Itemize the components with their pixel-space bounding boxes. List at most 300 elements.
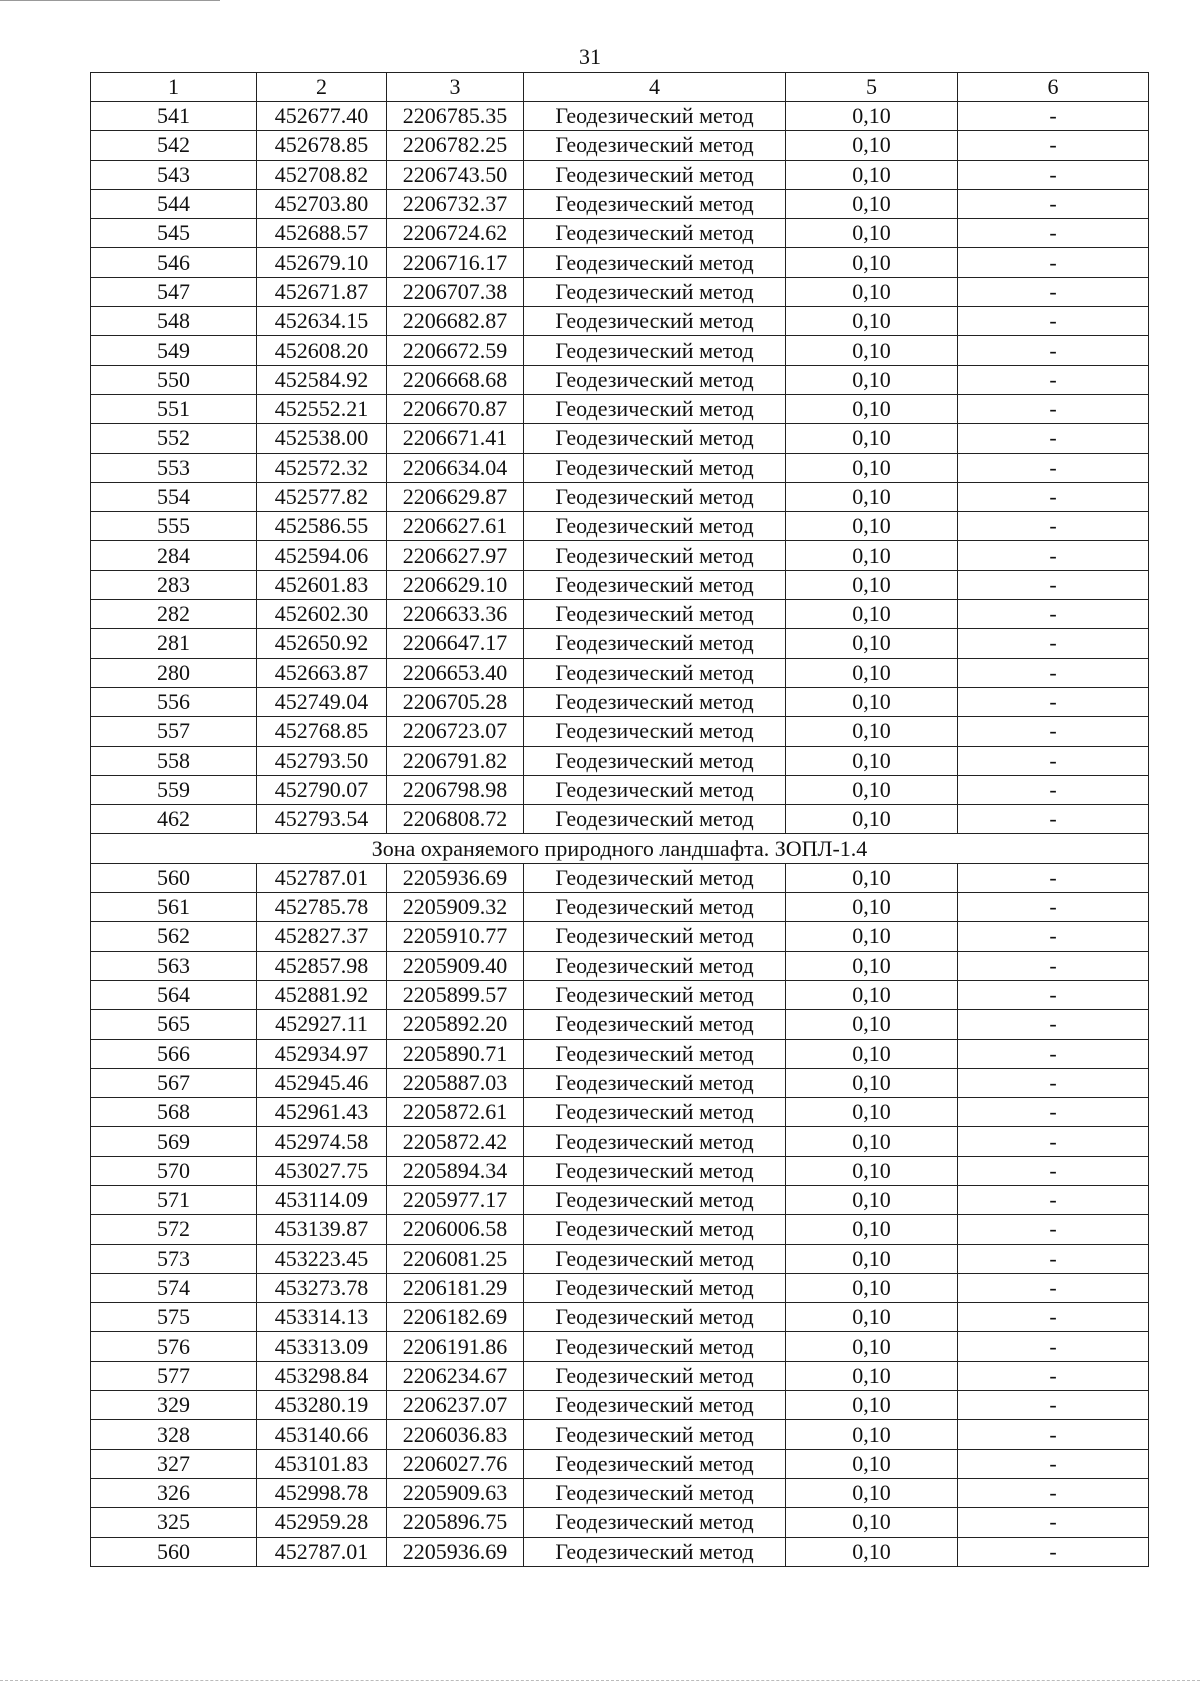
table-cell-col-2: 452708.82 — [257, 160, 387, 189]
table-cell-col-3: 2206027.76 — [387, 1449, 524, 1478]
table-cell-col-2: 452827.37 — [257, 922, 387, 951]
table-cell-col-2: 452703.80 — [257, 189, 387, 218]
table-cell-col-3: 2205872.61 — [387, 1098, 524, 1127]
table-cell-col-3: 2205936.69 — [387, 863, 524, 892]
table-cell-col-5: 0,10 — [786, 1068, 958, 1097]
table-cell-col-5: 0,10 — [786, 1449, 958, 1478]
table-cell-col-2: 452677.40 — [257, 102, 387, 131]
table-cell-col-4: Геодезический метод — [524, 189, 786, 218]
table-row — [91, 1068, 1149, 1097]
table-cell-col-5: 0,10 — [786, 160, 958, 189]
table-cell-col-4: Геодезический метод — [524, 1156, 786, 1185]
table-cell-col-2: 453280.19 — [257, 1391, 387, 1420]
table-cell-col-3: 2206682.87 — [387, 307, 524, 336]
table-cell-col-4: Геодезический метод — [524, 863, 786, 892]
table-header-row — [91, 73, 1149, 102]
table-cell-col-2: 452663.87 — [257, 658, 387, 687]
table-cell-col-1: 560 — [91, 863, 257, 892]
table-row — [91, 687, 1149, 716]
table-cell-col-4: Геодезический метод — [524, 805, 786, 834]
table-row — [91, 1391, 1149, 1420]
table-cell-col-3: 2205896.75 — [387, 1508, 524, 1537]
table-cell-col-2: 453139.87 — [257, 1215, 387, 1244]
table-cell-col-3: 3 — [387, 73, 524, 102]
table-cell-col-3: 2205892.20 — [387, 1010, 524, 1039]
table-cell-col-5: 0,10 — [786, 1303, 958, 1332]
table-cell-col-3: 2206181.29 — [387, 1273, 524, 1302]
table-cell-col-5: 0,10 — [786, 541, 958, 570]
table-cell-col-6: - — [958, 1098, 1149, 1127]
table-cell-col-2: 452650.92 — [257, 629, 387, 658]
table-cell-col-1: 541 — [91, 102, 257, 131]
table-cell-col-2: 452934.97 — [257, 1039, 387, 1068]
table-cell-col-1: 327 — [91, 1449, 257, 1478]
table-cell-col-4: Геодезический метод — [524, 1420, 786, 1449]
table-cell-col-6: - — [958, 1449, 1149, 1478]
table-cell-col-4: Геодезический метод — [524, 512, 786, 541]
table-cell-col-6: - — [958, 1244, 1149, 1273]
table-cell-col-1: 328 — [91, 1420, 257, 1449]
table-row — [91, 1244, 1149, 1273]
table-cell-col-6: - — [958, 893, 1149, 922]
table-cell-col-1: 546 — [91, 248, 257, 277]
table-cell-col-3: 2205977.17 — [387, 1185, 524, 1214]
table-cell-col-5: 0,10 — [786, 1537, 958, 1566]
table-cell-col-2: 453313.09 — [257, 1332, 387, 1361]
table-cell-col-3: 2206633.36 — [387, 600, 524, 629]
table-cell-col-3: 2206234.67 — [387, 1361, 524, 1390]
table-cell-col-1: 565 — [91, 1010, 257, 1039]
table-cell-col-1: 555 — [91, 512, 257, 541]
table-cell-col-1: 556 — [91, 687, 257, 716]
table-row — [91, 1039, 1149, 1068]
table-row — [91, 1332, 1149, 1361]
page-number: 31 — [579, 44, 601, 69]
table-cell-col-4: Геодезический метод — [524, 687, 786, 716]
table-row — [91, 102, 1149, 131]
table-row — [91, 1098, 1149, 1127]
table-cell-col-3: 2205890.71 — [387, 1039, 524, 1068]
table-cell-col-1: 562 — [91, 922, 257, 951]
table-cell-col-5: 0,10 — [786, 951, 958, 980]
table-cell-col-5: 0,10 — [786, 1478, 958, 1507]
table-cell-col-6: - — [958, 629, 1149, 658]
table-cell-col-3: 2206743.50 — [387, 160, 524, 189]
table-cell-col-6: - — [958, 1391, 1149, 1420]
table-cell-col-2: 452749.04 — [257, 687, 387, 716]
table-cell-col-1: 572 — [91, 1215, 257, 1244]
table-row — [91, 805, 1149, 834]
table-cell-col-1: 564 — [91, 980, 257, 1009]
table-cell-col-1: 550 — [91, 365, 257, 394]
table-cell-col-4: 4 — [524, 73, 786, 102]
table-cell-col-3: 2206081.25 — [387, 1244, 524, 1273]
table-cell-col-6: - — [958, 512, 1149, 541]
table-row — [91, 1303, 1149, 1332]
table-cell-col-1: 545 — [91, 219, 257, 248]
table-cell-col-6: - — [958, 131, 1149, 160]
table-cell-col-1: 281 — [91, 629, 257, 658]
table-cell-col-4: Геодезический метод — [524, 1244, 786, 1273]
table-cell-col-4: Геодезический метод — [524, 1449, 786, 1478]
table-cell-col-4: Геодезический метод — [524, 131, 786, 160]
table-cell-col-6: - — [958, 102, 1149, 131]
table-cell-col-4: Геодезический метод — [524, 658, 786, 687]
table-cell-col-3: 2205894.34 — [387, 1156, 524, 1185]
table-cell-col-3: 2206723.07 — [387, 717, 524, 746]
table-cell-col-4: Геодезический метод — [524, 893, 786, 922]
table-cell-col-1: 549 — [91, 336, 257, 365]
table-cell-col-1: 558 — [91, 746, 257, 775]
table-cell-col-5: 0,10 — [786, 600, 958, 629]
table-cell-col-4: Геодезический метод — [524, 1127, 786, 1156]
scan-bottom-edge-line — [0, 1680, 1200, 1681]
table-cell-col-2: 452572.32 — [257, 453, 387, 482]
table-cell-col-1: 462 — [91, 805, 257, 834]
table-cell-col-5: 0,10 — [786, 893, 958, 922]
table-cell-col-4: Геодезический метод — [524, 1537, 786, 1566]
table-cell-col-1: 561 — [91, 893, 257, 922]
table-cell-col-4: Геодезический метод — [524, 424, 786, 453]
table-cell-col-1: 571 — [91, 1185, 257, 1214]
table-row — [91, 394, 1149, 423]
table-cell-col-1: 573 — [91, 1244, 257, 1273]
table-cell-col-1: 567 — [91, 1068, 257, 1097]
table-cell-col-5: 0,10 — [786, 189, 958, 218]
table-row — [91, 1185, 1149, 1214]
table-cell-col-3: 2206716.17 — [387, 248, 524, 277]
table-cell-col-4: Геодезический метод — [524, 746, 786, 775]
table-cell-col-2: 452584.92 — [257, 365, 387, 394]
table-cell-col-6: - — [958, 980, 1149, 1009]
table-row — [91, 219, 1149, 248]
table-cell-col-3: 2206237.07 — [387, 1391, 524, 1420]
table-cell-col-2: 452634.15 — [257, 307, 387, 336]
table-row — [91, 189, 1149, 218]
table-cell-col-2: 452785.78 — [257, 893, 387, 922]
table-cell-col-6: - — [958, 1127, 1149, 1156]
table-cell-col-6: - — [958, 365, 1149, 394]
table-cell-col-6: - — [958, 541, 1149, 570]
table-cell-col-4: Геодезический метод — [524, 980, 786, 1009]
table-cell-col-3: 2206782.25 — [387, 131, 524, 160]
table-cell-col-1: 577 — [91, 1361, 257, 1390]
table-cell-col-6: - — [958, 658, 1149, 687]
table-cell-col-1: 554 — [91, 482, 257, 511]
table-cell-col-5: 0,10 — [786, 512, 958, 541]
table-cell-col-1: 574 — [91, 1273, 257, 1302]
table-cell-col-1: 570 — [91, 1156, 257, 1185]
table-cell-col-3: 2206629.87 — [387, 482, 524, 511]
table-cell-col-5: 0,10 — [786, 805, 958, 834]
table-cell-col-2: 2 — [257, 73, 387, 102]
table-cell-col-5: 0,10 — [786, 1127, 958, 1156]
table-cell-col-1: 566 — [91, 1039, 257, 1068]
table-cell-col-5: 0,10 — [786, 277, 958, 306]
table-cell-col-1: 548 — [91, 307, 257, 336]
table-cell-col-5: 0,10 — [786, 1244, 958, 1273]
table-cell-col-2: 452857.98 — [257, 951, 387, 980]
table-cell-col-3: 2206791.82 — [387, 746, 524, 775]
table-row — [91, 1361, 1149, 1390]
table-cell-col-3: 2206668.68 — [387, 365, 524, 394]
coordinates-table-body — [91, 73, 1149, 1567]
table-cell-col-4: Геодезический метод — [524, 219, 786, 248]
table-cell-col-5: 0,10 — [786, 307, 958, 336]
table-cell-col-5: 0,10 — [786, 687, 958, 716]
table-cell-col-4: Геодезический метод — [524, 102, 786, 131]
table-cell-col-2: 452577.82 — [257, 482, 387, 511]
table-cell-col-1: 1 — [91, 73, 257, 102]
table-row — [91, 570, 1149, 599]
scan-top-edge-line — [0, 0, 220, 1]
table-cell-col-4: Геодезический метод — [524, 1068, 786, 1097]
table-cell-col-1: 280 — [91, 658, 257, 687]
table-row — [91, 1420, 1149, 1449]
table-cell-col-5: 0,10 — [786, 746, 958, 775]
table-cell-col-1: 553 — [91, 453, 257, 482]
table-cell-col-6: - — [958, 219, 1149, 248]
table-cell-col-3: 2206724.62 — [387, 219, 524, 248]
table-cell-col-6: - — [958, 1215, 1149, 1244]
table-cell-col-6: - — [958, 1068, 1149, 1097]
table-cell-col-4: Геодезический метод — [524, 775, 786, 804]
table-cell-col-5: 0,10 — [786, 1508, 958, 1537]
table-cell-col-5: 0,10 — [786, 424, 958, 453]
table-cell-col-6: - — [958, 717, 1149, 746]
table-cell-col-3: 2206653.40 — [387, 658, 524, 687]
table-row — [91, 775, 1149, 804]
table-cell-col-4: Геодезический метод — [524, 922, 786, 951]
table-cell-col-4: Геодезический метод — [524, 1098, 786, 1127]
table-cell-col-5: 0,10 — [786, 394, 958, 423]
table-cell-col-2: 452688.57 — [257, 219, 387, 248]
table-cell-col-6: - — [958, 394, 1149, 423]
table-cell-col-2: 452961.43 — [257, 1098, 387, 1127]
table-cell-col-6: - — [958, 805, 1149, 834]
table-cell-col-6: - — [958, 307, 1149, 336]
table-cell-col-6: - — [958, 600, 1149, 629]
table-cell-col-5: 0,10 — [786, 863, 958, 892]
table-cell-col-1: 576 — [91, 1332, 257, 1361]
table-row — [91, 863, 1149, 892]
table-cell-col-5: 0,10 — [786, 717, 958, 746]
table-cell-col-3: 2206629.10 — [387, 570, 524, 599]
table-cell-col-6: - — [958, 160, 1149, 189]
table-cell-col-3: 2206627.61 — [387, 512, 524, 541]
table-cell-col-1: 542 — [91, 131, 257, 160]
table-cell-col-2: 452787.01 — [257, 863, 387, 892]
table-cell-col-3: 2206627.97 — [387, 541, 524, 570]
table-row — [91, 1449, 1149, 1478]
table-cell-col-6: - — [958, 570, 1149, 599]
table-cell-col-2: 453223.45 — [257, 1244, 387, 1273]
table-cell-col-3: 2206036.83 — [387, 1420, 524, 1449]
table-row — [91, 277, 1149, 306]
table-cell-col-2: 452594.06 — [257, 541, 387, 570]
table-cell-col-1: 560 — [91, 1537, 257, 1566]
table-cell-col-1: 329 — [91, 1391, 257, 1420]
table-cell-col-3: 2205872.42 — [387, 1127, 524, 1156]
table-cell-col-2: 452538.00 — [257, 424, 387, 453]
table-cell-col-2: 452881.92 — [257, 980, 387, 1009]
table-row — [91, 248, 1149, 277]
table-cell-col-2: 452586.55 — [257, 512, 387, 541]
table-cell-col-6: - — [958, 1332, 1149, 1361]
table-cell-col-2: 453140.66 — [257, 1420, 387, 1449]
table-cell-col-4: Геодезический метод — [524, 1332, 786, 1361]
table-row — [91, 482, 1149, 511]
table-cell-col-5: 0,10 — [786, 658, 958, 687]
coordinates-table — [90, 72, 1149, 1567]
table-row — [91, 951, 1149, 980]
table-cell-col-6: - — [958, 1273, 1149, 1302]
table-cell-col-4: Геодезический метод — [524, 541, 786, 570]
table-cell-col-6: - — [958, 248, 1149, 277]
table-cell-col-5: 0,10 — [786, 219, 958, 248]
table-cell-col-1: 557 — [91, 717, 257, 746]
table-cell-col-1: 575 — [91, 1303, 257, 1332]
table-cell-col-4: Геодезический метод — [524, 717, 786, 746]
table-cell-col-6: - — [958, 453, 1149, 482]
table-row — [91, 512, 1149, 541]
table-cell-col-3: 2206670.87 — [387, 394, 524, 423]
table-cell-col-5: 0,10 — [786, 336, 958, 365]
table-cell-col-5: 0,10 — [786, 922, 958, 951]
table-row — [91, 453, 1149, 482]
table-cell-col-4: Геодезический метод — [524, 336, 786, 365]
table-cell-col-2: 452959.28 — [257, 1508, 387, 1537]
table-cell-col-4: Геодезический метод — [524, 453, 786, 482]
table-cell-col-6: - — [958, 863, 1149, 892]
table-cell-col-6: 6 — [958, 73, 1149, 102]
table-cell-col-3: 2205909.40 — [387, 951, 524, 980]
table-cell-col-5: 0,10 — [786, 1273, 958, 1302]
table-cell-col-6: - — [958, 775, 1149, 804]
table-cell-col-1: 282 — [91, 600, 257, 629]
table-cell-col-4: Геодезический метод — [524, 1391, 786, 1420]
table-row — [91, 1537, 1149, 1566]
table-cell-col-3: 2206808.72 — [387, 805, 524, 834]
table-cell-col-5: 0,10 — [786, 1215, 958, 1244]
table-cell-col-2: 452998.78 — [257, 1478, 387, 1507]
table-cell-col-5: 0,10 — [786, 482, 958, 511]
table-row — [91, 160, 1149, 189]
table-cell-col-6: - — [958, 922, 1149, 951]
table-cell-col-4: Геодезический метод — [524, 600, 786, 629]
table-cell-col-3: 2206182.69 — [387, 1303, 524, 1332]
table-cell-col-1: 543 — [91, 160, 257, 189]
table-cell-col-4: Геодезический метод — [524, 1273, 786, 1302]
table-cell-col-6: - — [958, 482, 1149, 511]
table-cell-col-3: 2206732.37 — [387, 189, 524, 218]
table-row — [91, 629, 1149, 658]
table-row — [91, 1127, 1149, 1156]
table-cell-col-2: 452678.85 — [257, 131, 387, 160]
table-cell-col-4: Геодезический метод — [524, 1478, 786, 1507]
table-cell-col-6: - — [958, 1361, 1149, 1390]
table-cell-col-4: Геодезический метод — [524, 1010, 786, 1039]
table-cell-col-3: 2206672.59 — [387, 336, 524, 365]
table-cell-col-4: Геодезический метод — [524, 394, 786, 423]
table-cell-col-6: - — [958, 1420, 1149, 1449]
table-cell-col-2: 452927.11 — [257, 1010, 387, 1039]
table-cell-col-6: - — [958, 277, 1149, 306]
table-cell-col-4: Геодезический метод — [524, 1361, 786, 1390]
table-cell-col-1: 551 — [91, 394, 257, 423]
table-row — [91, 893, 1149, 922]
table-cell-col-5: 0,10 — [786, 775, 958, 804]
table-cell-col-6: - — [958, 424, 1149, 453]
table-cell-col-3: 2206798.98 — [387, 775, 524, 804]
table-cell-col-5: 0,10 — [786, 365, 958, 394]
table-cell-col-4: Геодезический метод — [524, 307, 786, 336]
table-cell-col-5: 0,10 — [786, 453, 958, 482]
table-cell-col-6: - — [958, 1039, 1149, 1068]
table-cell-col-6: - — [958, 336, 1149, 365]
table-row — [91, 1156, 1149, 1185]
table-row — [91, 746, 1149, 775]
table-cell-col-5: 0,10 — [786, 1391, 958, 1420]
table-cell-col-6: - — [958, 1185, 1149, 1214]
table-cell-col-2: 452552.21 — [257, 394, 387, 423]
table-row — [91, 922, 1149, 951]
table-cell-col-5: 0,10 — [786, 1039, 958, 1068]
table-cell-col-5: 0,10 — [786, 1185, 958, 1214]
table-row — [91, 307, 1149, 336]
table-row — [91, 1478, 1149, 1507]
table-cell-col-2: 452790.07 — [257, 775, 387, 804]
table-cell-col-4: Геодезический метод — [524, 951, 786, 980]
table-cell-col-3: 2206006.58 — [387, 1215, 524, 1244]
table-cell-col-2: 452608.20 — [257, 336, 387, 365]
table-cell-col-2: 452793.54 — [257, 805, 387, 834]
table-cell-col-5: 0,10 — [786, 1156, 958, 1185]
table-cell-col-6: - — [958, 746, 1149, 775]
table-row — [91, 365, 1149, 394]
table-cell-col-3: 2206705.28 — [387, 687, 524, 716]
table-cell-col-6: - — [958, 1478, 1149, 1507]
table-row — [91, 1215, 1149, 1244]
table-cell-col-1: 283 — [91, 570, 257, 599]
table-cell-col-6: - — [958, 951, 1149, 980]
table-cell-col-5: 0,10 — [786, 629, 958, 658]
table-cell-col-3: 2206647.17 — [387, 629, 524, 658]
table-cell-col-4: Геодезический метод — [524, 1303, 786, 1332]
table-cell-col-5: 0,10 — [786, 1098, 958, 1127]
table-row — [91, 600, 1149, 629]
table-row — [91, 658, 1149, 687]
table-cell-col-5: 0,10 — [786, 1332, 958, 1361]
table-cell-col-1: 559 — [91, 775, 257, 804]
table-cell-col-4: Геодезический метод — [524, 1039, 786, 1068]
table-cell-col-4: Геодезический метод — [524, 277, 786, 306]
table-cell-col-6: - — [958, 1010, 1149, 1039]
table-cell-col-2: 453314.13 — [257, 1303, 387, 1332]
table-cell-col-3: 2206634.04 — [387, 453, 524, 482]
table-cell-col-4: Геодезический метод — [524, 482, 786, 511]
table-cell-col-3: 2205899.57 — [387, 980, 524, 1009]
table-cell-col-5: 0,10 — [786, 1010, 958, 1039]
table-cell-col-4: Геодезический метод — [524, 570, 786, 599]
table-cell-col-1: 552 — [91, 424, 257, 453]
table-cell-col-3: 2205910.77 — [387, 922, 524, 951]
table-row — [91, 131, 1149, 160]
table-cell-col-4: Геодезический метод — [524, 1215, 786, 1244]
table-row — [91, 980, 1149, 1009]
table-row — [91, 717, 1149, 746]
table-cell-col-2: 452679.10 — [257, 248, 387, 277]
